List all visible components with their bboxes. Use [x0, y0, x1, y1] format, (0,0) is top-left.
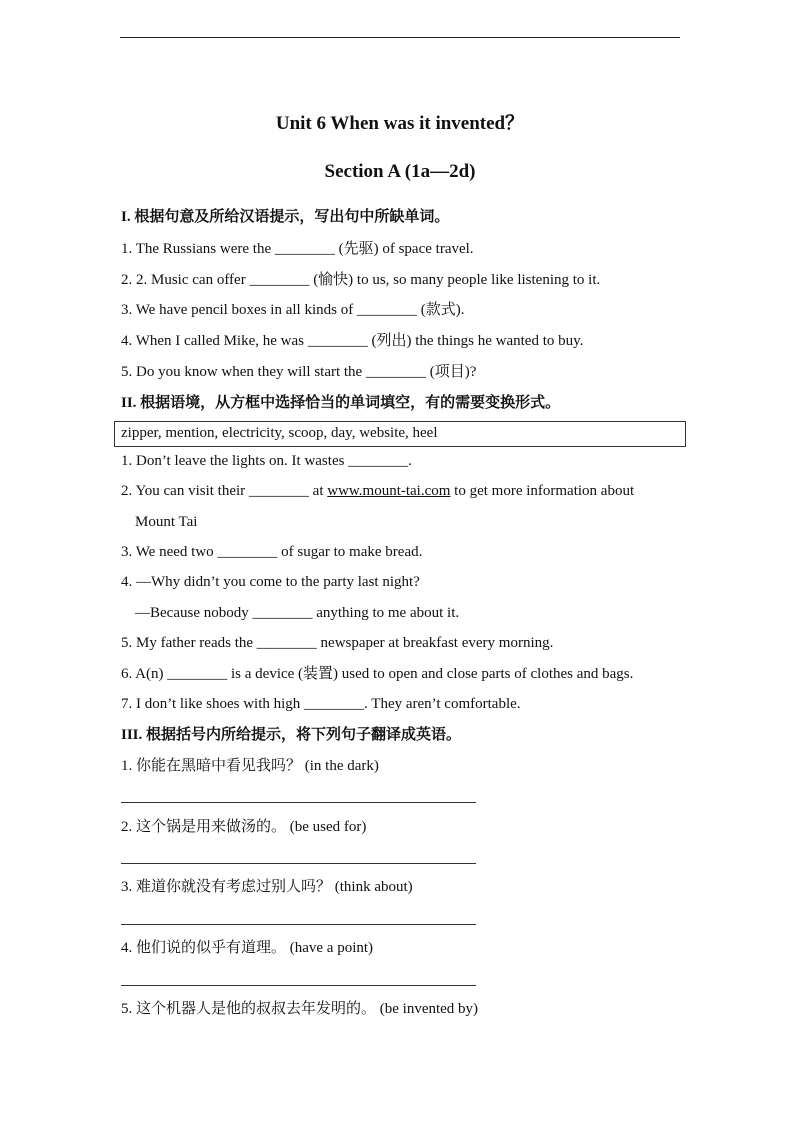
- part2-item-1: 1. Don’t leave the lights on. It wastes ________.: [121, 453, 412, 469]
- part1-heading: I. 根据句意及所给汉语提示，写出句中所缺单词。: [121, 209, 450, 225]
- word-box-text: zipper, mention, electricity, scoop, day, website, heel: [121, 425, 438, 441]
- section-subtitle: Section A (1a—2d): [324, 161, 476, 182]
- part3-item-2: 2. 这个锅是用来做汤的。 (be used for): [121, 819, 367, 835]
- part2-item-2-cont: Mount Tai: [135, 514, 198, 530]
- answer-line[interactable]: [121, 924, 476, 925]
- part2-item-2-before: 2. You can visit their ________ at: [121, 483, 328, 499]
- answer-line[interactable]: [121, 802, 476, 803]
- website-link[interactable]: www.mount-tai.com: [327, 483, 451, 499]
- header-rule: [120, 37, 680, 38]
- part2-item-4a: 4. —Why didn’t you come to the party last night?: [121, 574, 420, 590]
- part3-item-3: 3. 难道你就没有考虑过别人吗？ (think about): [121, 879, 413, 895]
- answer-line[interactable]: [121, 863, 476, 864]
- part2-item-7: 7. I don’t like shoes with high ________. They aren’t comfortable.: [121, 696, 521, 712]
- part3-item-5: 5. 这个机器人是他的叔叔去年发明的。 (be invented by): [121, 1001, 479, 1017]
- part2-item-2: [121, 482, 634, 500]
- word-box: [114, 421, 686, 447]
- part2-item-6: 6. A(n) ________ is a device (装置) used to open and close parts of clothes and bags.: [121, 666, 634, 682]
- part3-heading: III. 根据括号内所给提示，将下列句子翻译成英语。: [121, 727, 462, 743]
- part1-item-5: 5. Do you know when they will start the ________ (项目)?: [121, 364, 477, 380]
- part2-item-4b: —Because nobody ________ anything to me about it.: [135, 605, 460, 621]
- part3-item-4: 4. 他们说的似乎有道理。 (have a point): [121, 940, 374, 956]
- page-title: Unit 6 When was it invented？: [275, 113, 525, 134]
- part2-item-3: 3. We need two ________ of sugar to make bread.: [121, 544, 423, 560]
- answer-line[interactable]: [121, 985, 476, 986]
- part1-item-3: 3. We have pencil boxes in all kinds of ________ (款式).: [121, 302, 465, 318]
- part2-heading: II. 根据语境，从方框中选择恰当的单词填空，有的需要变换形式。: [121, 395, 561, 411]
- part1-item-4: 4. When I called Mike, he was ________ (列出) the things he wanted to buy.: [121, 333, 584, 349]
- part1-item-1: 1. The Russians were the ________ (先驱) of space travel.: [121, 241, 474, 257]
- part1-item-2: 2. 2. Music can offer ________ (愉快) to us, so many people like listening to it.: [121, 272, 601, 288]
- part2-item-5: 5. My father reads the ________ newspaper at breakfast every morning.: [121, 635, 554, 651]
- part3-item-1: 1. 你能在黑暗中看见我吗？ (in the dark): [121, 758, 379, 774]
- part2-item-2-after: to get more information about: [450, 483, 635, 499]
